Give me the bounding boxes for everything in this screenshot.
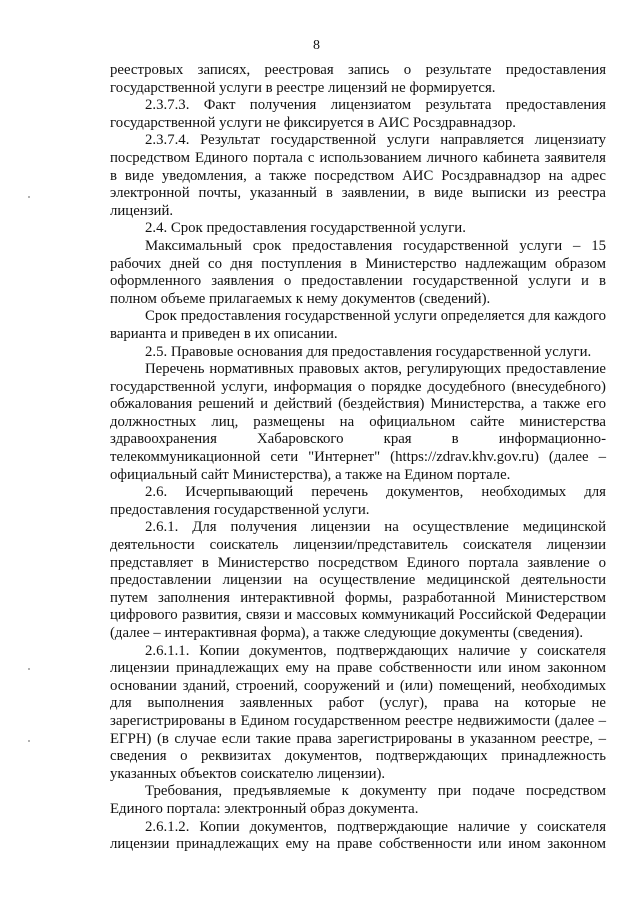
paragraph-2-6-1-1: 2.6.1.1. Копии документов, подтверждающих наличие у соискателя лицензии принадлежащих ему на праве собственности или ином законном основании зданий, строений, сооружений и (или) помещений, необходимых для выполнения заявленных работ (услуг), права на которые не зарегистрированы в Едином государственном реестре недвижимости (далее – ЕГРН) (в случае если такие права зарегистрированы в указанном реестре, – сведения о реквизитах документов, подтверждающих принадлежность указанных объектов соискателю лицензии).: [110, 642, 606, 782]
section-heading-2-4: 2.4. Срок предоставления государственной услуги.: [145, 220, 466, 237]
scan-speck: [28, 740, 30, 742]
paragraph-2-3-7-3: 2.3.7.3. Факт получения лицензиатом результата предоставления государственной услуги не фиксируется в АИС Росздравнадзор.: [110, 97, 606, 131]
section-heading-2-6: 2.6. Исчерпывающий перечень документов, необходимых для предоставления государственной услуги.: [110, 484, 606, 518]
paragraph-requirements: Требования, предъявляемые к документу при подаче посредством Единого портала: электронный образ документа.: [110, 783, 606, 817]
paragraph-max-term: Максимальный срок предоставления государственной услуги – 15 рабочих дней со дня поступления в Министерство надлежащим образом оформленного заявления о предоставлении государственной услуги и в полном объеме прилагаемых к нему документов (сведений).: [110, 237, 606, 307]
scan-speck: [28, 668, 30, 670]
paragraph-term-variant: Срок предоставления государственной услуги определяется для каждого варианта и приведен в их описании.: [110, 308, 606, 342]
section-heading-2-5: 2.5. Правовые основания для предоставления государственной услуги.: [145, 343, 592, 360]
paragraph-legal-acts: Перечень нормативных правовых актов, регулирующих предоставление государственной услуги, информация о порядке досудебного (внесудебного) обжалования решений и действий (бездействия) Министерства, а также его должностных лиц, размещены на официальном сайте министерства здравоохранения Хабаровского края в информационно-телекоммуникационной сети "Интернет" (https://zdrav.khv.gov.ru) (далее – официальный сайт Министерства), а также на Едином портале.: [110, 361, 606, 483]
page-number: 8: [313, 38, 320, 53]
paragraph-2-6-1-2: 2.6.1.2. Копии документов, подтверждающие наличие у соискателя лицензии принадлежащих ему на праве собственности или ином законном: [110, 818, 606, 853]
paragraph-continuation: реестровых записях, реестровая запись о результате предоставления государственной услуги в реестре лицензий не формируется.: [110, 62, 606, 96]
paragraph-2-6-1: 2.6.1. Для получения лицензии на осуществление медицинской деятельности соискатель лицензии/представитель соискателя лицензии представляет в Министерство посредством Единого портала заявление о предоставлении лицензии на осуществление медицинской деятельности путем заполнения интерактивной формы, разработанной Министерством цифрового развития, связи и массовых коммуникаций Российской Федерации (далее – интерактивная форма), а также следующие документы (сведения).: [110, 519, 606, 641]
paragraph-2-3-7-4: 2.3.7.4. Результат государственной услуги направляется лицензиату посредством Единого портала с использованием личного кабинета заявителя в виде уведомления, а также посредством АИС Росздравнадзор на адрес электронной почты, указанный в заявлении, в виде выписки из реестра лицензий.: [110, 132, 606, 219]
scan-speck: [28, 196, 30, 198]
document-body: [110, 62, 606, 854]
